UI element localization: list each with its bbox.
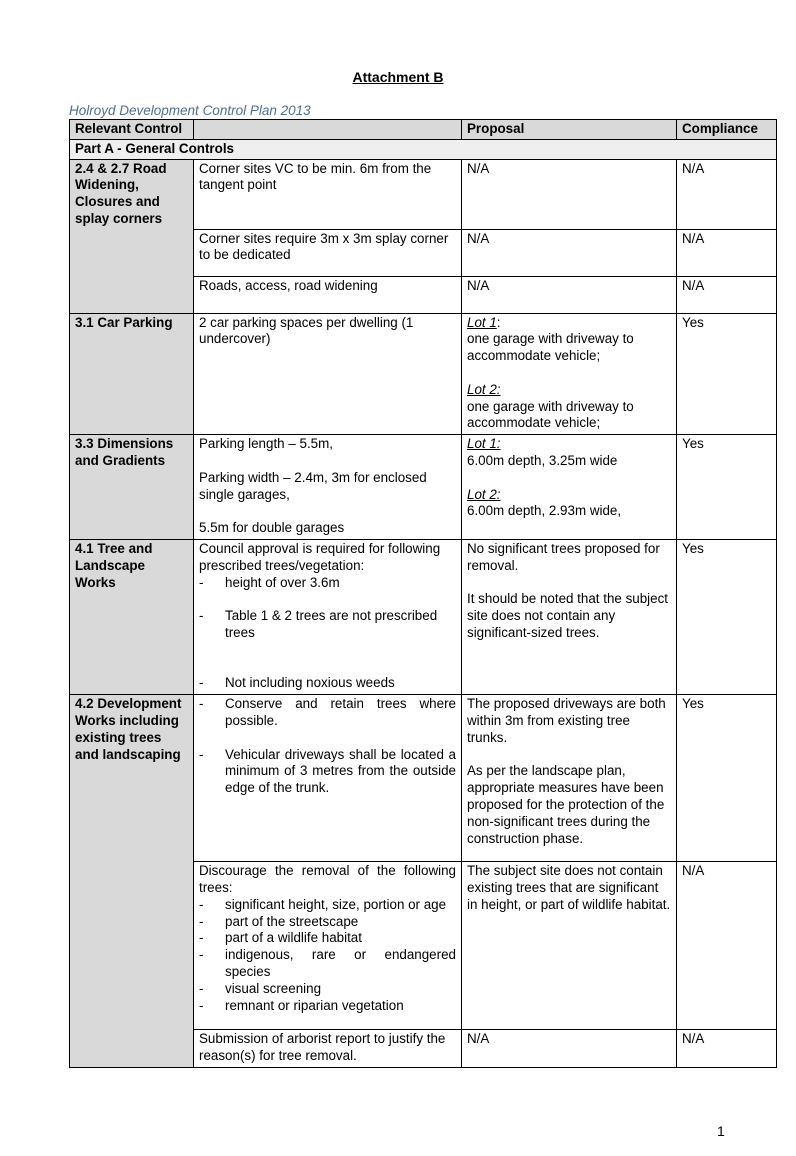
header-control-blank [194,120,462,140]
lot-label: Lot 2: [467,381,501,397]
compliance-cell: N/A [677,276,777,313]
proposal-cell: The subject site does not contain existing trees that are significant in height, or part of wildlife habitat. [462,862,677,1030]
table-row [70,159,777,229]
control-detail: 2 car parking spaces per dwelling (1 undercover) [194,313,462,435]
compliance-cell: N/A [677,1030,777,1068]
proposal-text: The proposed driveways are both within 3m from existing tree trunks. [467,696,666,745]
section-row [70,139,777,159]
control-detail [194,539,462,694]
bullet-item: - remnant or riparian vegetation [199,997,404,1013]
detail-line: 5.5m for double garages [199,520,345,536]
control-detail [194,435,462,540]
header-proposal: Proposal [462,120,677,140]
lot-label: Lot 2: [467,486,501,502]
proposal-cell: N/A [462,276,677,313]
control-detail [194,695,462,862]
control-detail: Corner sites require 3m x 3m splay corner to be dedicated [194,229,462,276]
attachment-title: Attachment B [352,69,444,85]
compliance-cell: N/A [677,159,777,229]
bullet-item: - visual screening [199,980,322,996]
table-row [70,435,777,540]
proposal-text: 6.00m depth, 3.25m wide [467,452,618,468]
proposal-text: As per the landscape plan, appropriate measures have been proposed for the protection of the non-significant trees during the construction phase. [467,763,665,846]
compliance-cell: Yes [677,695,777,862]
bullet-item: - Vehicular driveways shall be located a minimum of 3 metres from the outside edge of the trunk. [199,746,456,796]
proposal-cell: N/A [462,1030,677,1068]
compliance-cell: Yes [677,539,777,694]
control-name: 3.1 Car Parking [70,313,194,435]
lot-label: Lot 1: [467,436,501,452]
control-name: 3.3 Dimensions and Gradients [70,435,194,540]
proposal-cell: N/A [462,229,677,276]
bullet-item: - part of the streetscape [199,913,359,929]
page-number: 1 [717,1123,725,1139]
bullet-item: - indigenous, rare or endangered species [199,947,456,979]
proposal-text: No significant trees proposed for removal. [467,540,660,573]
bullet-item: - Table 1 & 2 trees are not prescribed trees [199,608,438,640]
table-row [70,539,777,694]
control-name: 2.4 & 2.7 Road Widening, Closures and splay corners [70,159,194,313]
compliance-cell: Yes [677,435,777,540]
proposal-cell [462,695,677,862]
lot-label: Lot 1 [467,314,497,330]
proposal-text: one garage with driveway to accommodate vehicle; [467,398,634,431]
table-row [70,695,777,862]
control-name: 4.1 Tree and Landscape Works [70,539,194,694]
proposal-cell [462,313,677,435]
proposal-cell [462,435,677,540]
bullet-item: - significant height, size, portion or age [199,896,447,912]
bullet-item: - Conserve and retain trees where possible. [199,696,456,728]
proposal-text: one garage with driveway to accommodate vehicle; [467,331,634,364]
header-compliance: Compliance [677,120,777,140]
compliance-cell: N/A [677,862,777,1030]
section-title: Part A - General Controls [70,139,777,159]
control-detail [194,862,462,1030]
detail-line: Parking length – 5.5m, [199,436,333,452]
proposal-cell: N/A [462,159,677,229]
proposal-cell [462,539,677,694]
bullet-item: - Not including noxious weeds [199,675,395,691]
control-detail: Submission of arborist report to justify the reason(s) for tree removal. [194,1030,462,1068]
detail-intro: Council approval is required for following prescribed trees/vegetation: [199,540,441,573]
detail-intro: Discourage the removal of the following trees: [199,863,456,895]
detail-line: Parking width – 2.4m, 3m for enclosed single garages, [199,469,427,502]
controls-table [69,119,777,1068]
compliance-cell: N/A [677,229,777,276]
control-name: 4.2 Development Works including existing trees and landscaping [70,695,194,1068]
plan-title: Holroyd Development Control Plan 2013 [69,103,311,118]
control-detail: Roads, access, road widening [194,276,462,313]
table-row [70,313,777,435]
compliance-cell: Yes [677,313,777,435]
control-detail: Corner sites VC to be min. 6m from the tangent point [194,159,462,229]
lot-label-colon: : [496,314,501,330]
bullet-item: - height of over 3.6m [199,574,340,590]
bullet-item: - part of a wildlife habitat [199,930,362,946]
proposal-text: It should be noted that the subject site does not contain any significant-sized trees. [467,591,669,640]
proposal-text: 6.00m depth, 2.93m wide, [467,503,622,519]
header-control: Relevant Control [70,120,194,140]
header-row [70,120,777,140]
